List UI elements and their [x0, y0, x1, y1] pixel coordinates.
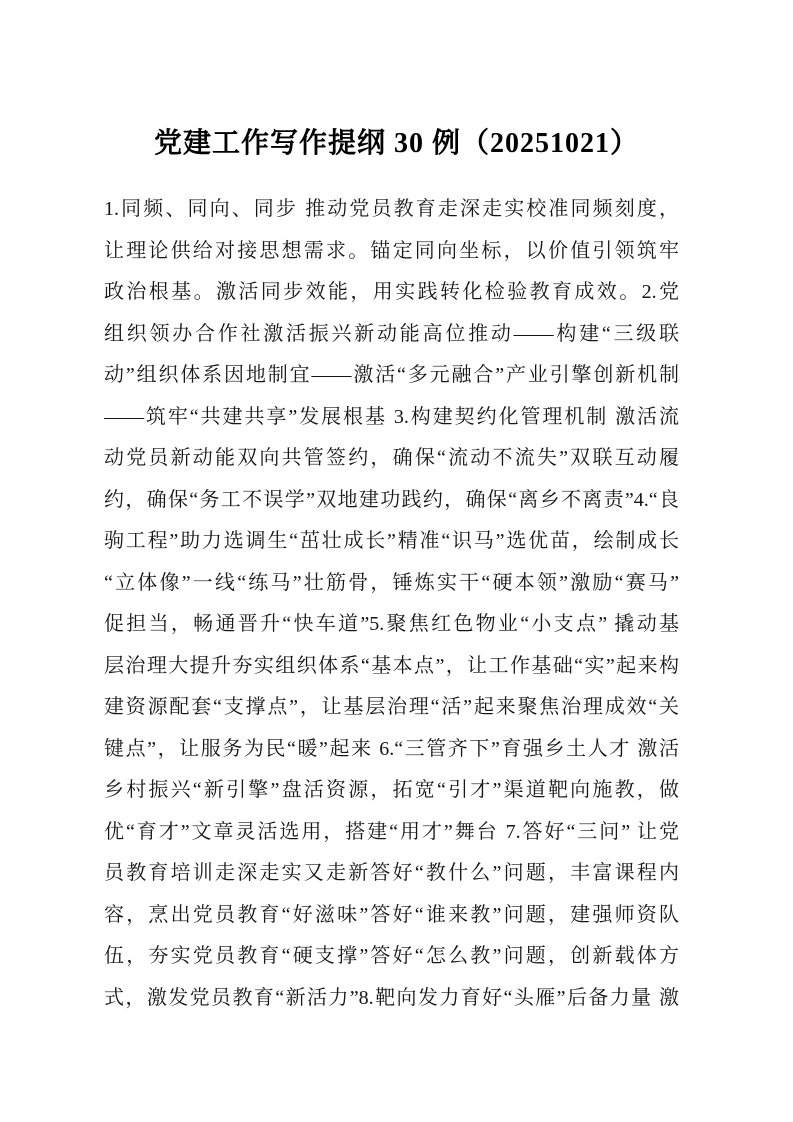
body-line: 促担当，畅通晋升“快车道”5.聚焦红色物业“小支点” 撬动基 — [104, 613, 679, 635]
body-line: 键点”，让服务为民“暖”起来 6.“三管齐下”育强乡土人才 激活 — [104, 737, 679, 760]
body-line: 动”组织体系因地制宜——激活“多元融合”产业引擎创新机制 — [104, 364, 679, 386]
body-line: 伍，夯实党员教育“硬支撑”答好“怎么教”问题，创新载体方 — [104, 945, 679, 967]
body-line: 员教育培训走深走实又走新答好“教什么”问题，丰富课程内 — [104, 862, 679, 884]
body-line: 建资源配套“支撑点”，让基层治理“活”起来聚焦治理成效“关 — [104, 696, 679, 718]
body-line: 驹工程”助力选调生“茁壮成长”精准“识马”选优苗，绘制成长 — [104, 530, 679, 552]
body-line: 乡村振兴“新引擎”盘活资源，拓宽“引才”渠道靶向施教，做 — [104, 779, 679, 801]
body-line: 层治理大提升夯实组织体系“基本点”，让工作基础“实”起来构 — [104, 654, 679, 677]
document-body — [104, 189, 679, 1019]
body-line: 约，确保“务工不误学”双地建功践约，确保“离乡不离责”4.“良 — [104, 488, 679, 511]
body-line: 容，烹出党员教育“好滋味”答好“谁来教”问题，建强师资队 — [104, 903, 679, 926]
body-line: ——筑牢“共建共享”发展根基 3.构建契约化管理机制 激活流 — [104, 405, 679, 428]
body-line: 组织领办合作社激活振兴新动能高位推动——构建“三级联 — [104, 322, 679, 345]
body-line: 政治根基。激活同步效能，用实践转化检验教育成效。2.党 — [104, 281, 679, 303]
body-line: 1.同频、同向、同步 推动党员教育走深走实校准同频刻度， — [104, 198, 679, 220]
document-title: 党建工作写作提纲 30 例（20251021） — [153, 128, 639, 159]
body-line: 让理论供给对接思想需求。锚定同向坐标，以价值引领筑牢 — [104, 239, 679, 262]
body-line: 动党员新动能双向共管签约，确保“流动不流失”双联互动履 — [104, 447, 679, 469]
body-line: 式，激发党员教育“新活力”8.靶向发力育好“头雁”后备力量 激 — [104, 986, 679, 1009]
body-line: 优“育才”文章灵活选用，搭建“用才”舞台 7.答好“三问” 让党 — [104, 820, 679, 843]
body-line: “立体像”一线“练马”壮筋骨，锤炼实干“硬本领”激励“赛马” — [104, 571, 679, 594]
